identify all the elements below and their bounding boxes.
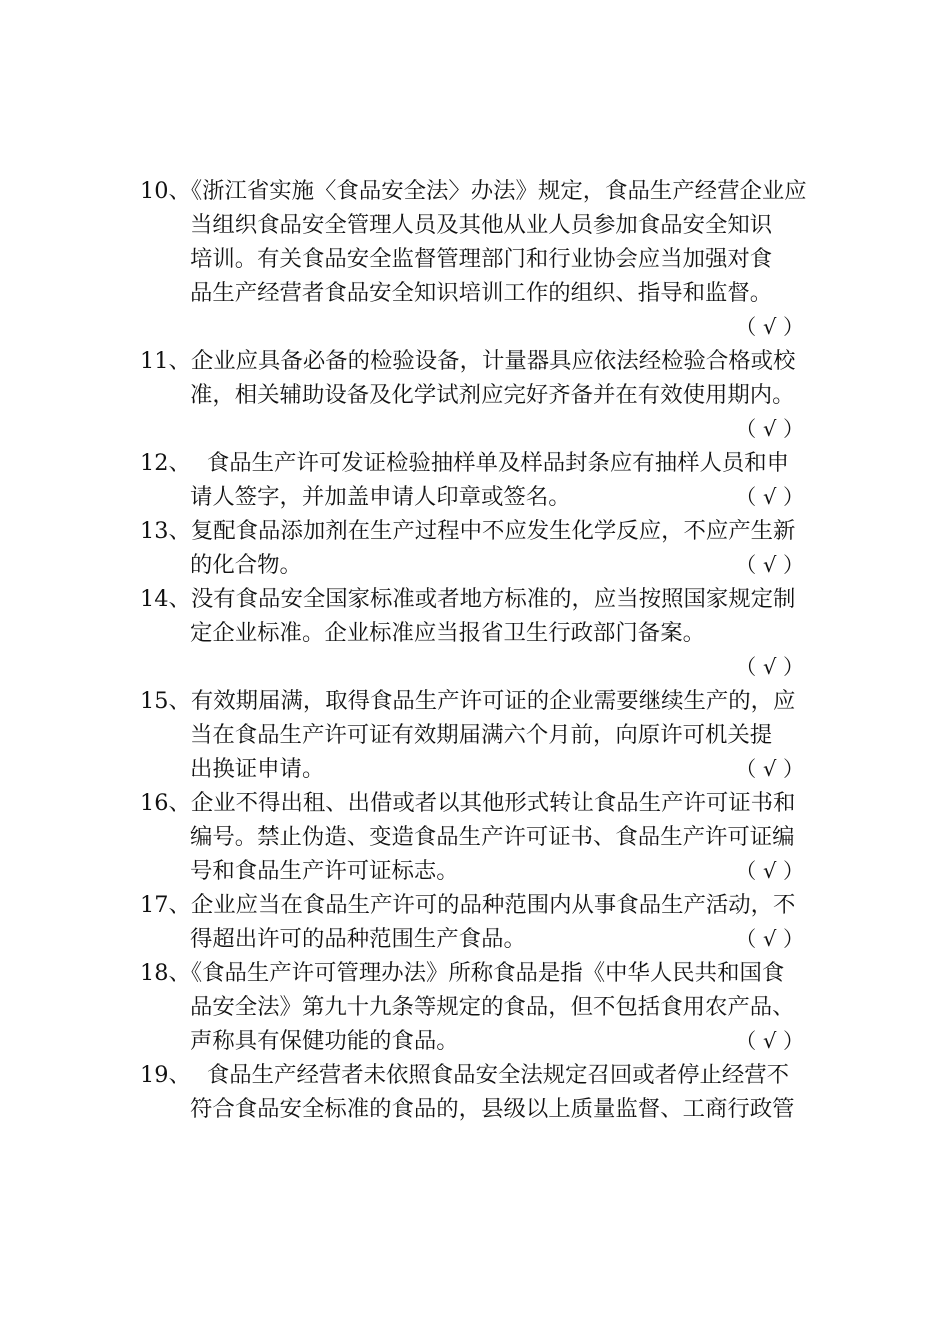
question-item-12: [140, 446, 812, 514]
question-text-line: 当在食品生产许可证有效期届满六个月前，向原许可机关提: [190, 722, 773, 748]
question-item-14: [140, 582, 812, 684]
question-text-line: 得超出许可的品种范围生产食品。: [190, 926, 526, 952]
question-text-line: 请人签字，并加盖申请人印章或签名。: [190, 484, 571, 510]
answer-mark: （ √ ）: [735, 417, 804, 441]
question-text-line: 当组织食品安全管理人员及其他从业人员参加食品安全知识: [190, 212, 773, 238]
answer-mark: （ √ ）: [735, 859, 804, 883]
answer-mark: （ √ ）: [735, 927, 804, 951]
question-text-line: 食品生产经营者未依照食品安全法规定召回或者停止经营不: [206, 1062, 790, 1088]
question-text-line: 复配食品添加剂在生产过程中不应发生化学反应，不应产生新: [190, 518, 796, 544]
question-text-line: 出换证申请。: [190, 756, 325, 782]
question-number: 18、: [140, 960, 191, 986]
question-text-line: 《浙江省实施〈食品安全法〉办法》规定，食品生产经营企业应: [190, 178, 807, 204]
question-number: 10、: [140, 178, 191, 204]
question-text-line: 企业应当在食品生产许可的品种范围内从事食品生产活动，不: [190, 892, 796, 918]
question-text-line: 品安全法》第九十九条等规定的食品，但不包括食用农产品、: [190, 994, 795, 1020]
question-number: 17、: [140, 892, 191, 918]
answer-mark: （ √ ）: [735, 485, 804, 509]
question-item-11: [140, 344, 812, 446]
question-text-line: 号和食品生产许可证标志。: [190, 858, 459, 884]
question-item-15: [140, 684, 812, 786]
question-item-18: [140, 956, 812, 1058]
document-page: [140, 174, 812, 1126]
question-text-line: 声称具有保健功能的食品。: [190, 1028, 459, 1054]
question-text-line: 准，相关辅助设备及化学试剂应完好齐备并在有效使用期内。: [190, 382, 795, 408]
question-item-10: [140, 174, 812, 344]
question-text-line: 符合食品安全标准的食品的，县级以上质量监督、工商行政管: [190, 1096, 795, 1122]
question-text-line: 定企业标准。企业标准应当报省卫生行政部门备案。: [190, 620, 705, 646]
question-number: 12、: [140, 450, 191, 476]
question-text-line: 培训。有关食品安全监督管理部门和行业协会应当加强对食: [190, 246, 773, 272]
question-text-line: 企业应具备必备的检验设备，计量器具应依法经检验合格或校: [190, 348, 796, 374]
question-item-16: [140, 786, 812, 888]
question-text-line: 没有食品安全国家标准或者地方标准的，应当按照国家规定制: [190, 586, 796, 612]
answer-mark: （ √ ）: [735, 553, 804, 577]
question-number: 11、: [140, 348, 191, 374]
question-number: 16、: [140, 790, 191, 816]
answer-mark: （ √ ）: [735, 655, 804, 679]
question-number: 19、: [140, 1062, 191, 1088]
question-item-17: [140, 888, 812, 956]
answer-mark: （ √ ）: [735, 757, 804, 781]
question-text-line: 《食品生产许可管理办法》所称食品是指《中华人民共和国食: [190, 960, 785, 986]
answer-mark: （ √ ）: [735, 1029, 804, 1053]
question-item-19: [140, 1058, 812, 1126]
question-number: 14、: [140, 586, 191, 612]
question-text-line: 编号。禁止伪造、变造食品生产许可证书、食品生产许可证编: [190, 824, 795, 850]
question-text-line: 的化合物。: [190, 552, 302, 578]
question-text-line: 食品生产许可发证检验抽样单及样品封条应有抽样人员和申: [206, 450, 790, 476]
question-number: 13、: [140, 518, 191, 544]
question-item-13: [140, 514, 812, 582]
question-text-line: 品生产经营者食品安全知识培训工作的组织、指导和监督。: [190, 280, 773, 306]
question-text-line: 企业不得出租、出借或者以其他形式转让食品生产许可证书和: [190, 790, 796, 816]
question-number: 15、: [140, 688, 191, 714]
question-text-line: 有效期届满，取得食品生产许可证的企业需要继续生产的，应: [190, 688, 796, 714]
answer-mark: （ √ ）: [735, 315, 804, 339]
